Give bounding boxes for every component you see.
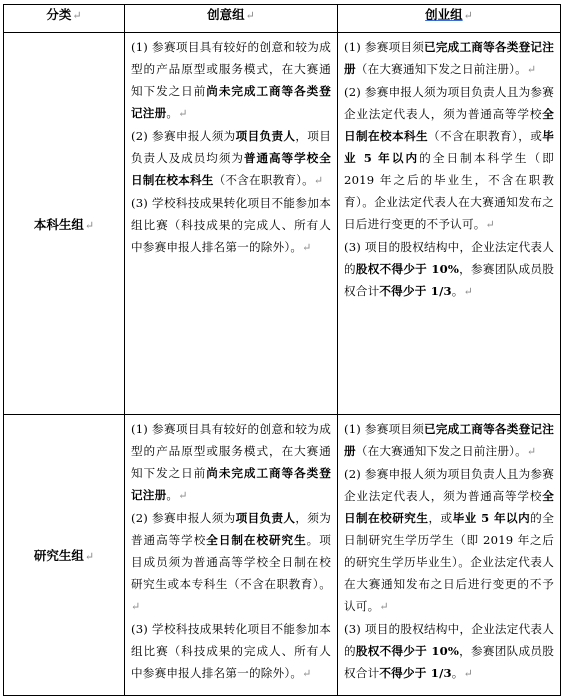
requirement-item: [131, 618, 331, 685]
requirement-text: (3) 项目的股权结构中，企业法定代表人的: [344, 240, 554, 276]
emphasis-text: 毕业 5 年以内: [452, 511, 531, 525]
return-mark-icon: ↵: [131, 600, 141, 613]
requirement-text: ，或: [428, 511, 453, 525]
emphasis-text: 尚未完成工商等各类登记注册: [131, 466, 331, 502]
requirement-text: (1) 参赛项目具有较好的创意和较为成型的产品原型或服务模式，在大赛通知下发之日前: [131, 422, 331, 480]
requirement-text: (2) 参赛申报人须为项目负责人且为参赛企业法定代表人，须为普通高等学校: [344, 85, 554, 121]
category-label: 本科生组: [33, 216, 84, 232]
emphasis-text: 全日制在校本科生: [344, 107, 554, 143]
requirement-item: [131, 125, 331, 192]
return-mark-icon: ↵: [379, 600, 389, 613]
requirement-text: (3) 学校科技成果转化项目不能参加本组比赛（科技成果的完成人、所有人中参赛申报人排名第一的除外）。: [131, 622, 331, 680]
requirement-item: [344, 81, 554, 236]
return-mark-icon: ↵: [245, 9, 255, 22]
return-mark-icon: ↵: [178, 489, 188, 502]
return-mark-icon: ↵: [313, 174, 324, 187]
category-cell: [4, 33, 125, 415]
emphasis-text: 不得少于 1/3: [379, 284, 452, 298]
requirement-text: (2) 参赛申报人须为项目负责人且为参赛企业法定代表人，须为普通高等学校: [344, 467, 554, 503]
requirement-text: ，项目负责人及成员均须为: [131, 129, 331, 165]
return-mark-icon: ↵: [463, 285, 473, 298]
table-row-graduate: [4, 415, 561, 696]
requirement-text: (1) 参赛项目须: [344, 40, 425, 54]
header-row: [4, 5, 561, 33]
requirement-text: 。: [451, 666, 464, 680]
requirement-text: (3) 项目的股权结构中，企业法定代表人的: [344, 622, 554, 658]
requirement-text: （在大赛通知下发之日前注册）。: [355, 62, 527, 76]
return-mark-icon: ↵: [84, 550, 95, 563]
return-mark-icon: ↵: [302, 667, 312, 680]
emphasis-text: 尚未完成工商等各类登记注册: [131, 84, 331, 120]
return-mark-icon: ↵: [178, 107, 188, 120]
emphasis-text: 全日制在校研究生: [206, 533, 307, 547]
return-mark-icon: ↵: [485, 218, 495, 231]
header-startup-label: 创业组: [425, 7, 463, 22]
creative-requirements: [125, 33, 338, 415]
startup-requirements: [338, 415, 561, 696]
requirement-item: [131, 507, 331, 618]
requirement-text: (3) 学校科技成果转化项目不能参加本组比赛（科技成果的完成人、所有人中参赛申报人排名第一的除外）。: [131, 196, 331, 254]
requirement-item: [131, 36, 331, 125]
table-row-undergraduate: [4, 33, 561, 415]
requirement-item: [344, 236, 554, 303]
requirement-text: (1) 参赛项目须: [344, 422, 425, 436]
requirement-text: （不含在职教育），或: [428, 129, 543, 143]
return-mark-icon: ↵: [72, 9, 82, 22]
header-startup: [338, 5, 561, 33]
requirement-text: 。: [166, 106, 179, 120]
startup-requirements: [338, 33, 561, 415]
return-mark-icon: ↵: [84, 218, 95, 232]
requirement-item: [344, 36, 554, 81]
emphasis-text: 已完成工商等各类登记注册: [344, 422, 554, 458]
requirement-text: ，参赛团队成员股权合计: [344, 644, 555, 680]
requirement-text: 。: [166, 488, 179, 502]
return-mark-icon: ↵: [526, 63, 537, 76]
requirement-text: 的全日制本科学生（即 2019 年之后的毕业生，不含在职教育）。企业法定代表人在大赛通知发布之日后进行变更的不予认可。: [344, 151, 554, 231]
requirement-text: (1) 参赛项目具有较好的创意和较为成型的产品原型或服务模式，在大赛通知下发之日前: [131, 40, 331, 98]
emphasis-text: 股权不得少于 10%: [355, 262, 460, 276]
requirement-text: 。: [451, 284, 464, 298]
category-cell: [4, 415, 125, 696]
header-creative-label: 创意组: [207, 7, 245, 22]
emphasis-text: 普通高等学校全日制在校本科生: [131, 151, 331, 187]
emphasis-text: 不得少于 1/3: [379, 666, 452, 680]
requirement-text: 的全日制研究生学历学生（即 2019 年之后的研究生学历毕业生）。企业法定代表人在大赛通知发布之日后进行变更的不予认可。: [344, 511, 554, 613]
requirement-text: ，须为普通高等学校: [131, 511, 331, 547]
header-creative: [125, 5, 338, 33]
emphasis-text: 已完成工商等各类登记注册: [344, 40, 554, 76]
emphasis-text: 项目负责人: [235, 511, 296, 525]
eligibility-table: [3, 4, 561, 696]
requirement-item: [344, 618, 554, 685]
requirement-item: [344, 463, 554, 618]
return-mark-icon: ↵: [526, 445, 537, 458]
requirement-item: [131, 418, 331, 507]
emphasis-text: 毕业 5 年以内: [344, 129, 554, 165]
emphasis-text: 股权不得少于 10%: [355, 644, 460, 658]
requirement-text: （在大赛通知下发之日前注册）。: [355, 444, 527, 458]
requirement-text: (2) 参赛申报人须为: [131, 129, 236, 143]
header-category-label: 分类: [46, 7, 72, 22]
return-mark-icon: ↵: [463, 667, 473, 680]
header-category: [4, 5, 125, 33]
requirement-item: [131, 192, 331, 259]
creative-requirements: [125, 415, 338, 696]
requirement-text: ，参赛团队成员股权合计: [344, 262, 555, 298]
requirement-text: （不含在职教育）。: [213, 173, 314, 187]
requirement-text: (2) 参赛申报人须为: [131, 511, 236, 525]
emphasis-text: 全日制在校研究生: [344, 489, 554, 525]
return-mark-icon: ↵: [463, 9, 473, 22]
return-mark-icon: ↵: [302, 241, 312, 254]
emphasis-text: 项目负责人: [235, 129, 296, 143]
requirement-item: [344, 418, 554, 463]
category-label: 研究生组: [33, 548, 84, 563]
requirement-text: 。项目成员须为普通高等学校全日制在校研究生或本专科生（不含在职教育）。: [131, 533, 331, 591]
